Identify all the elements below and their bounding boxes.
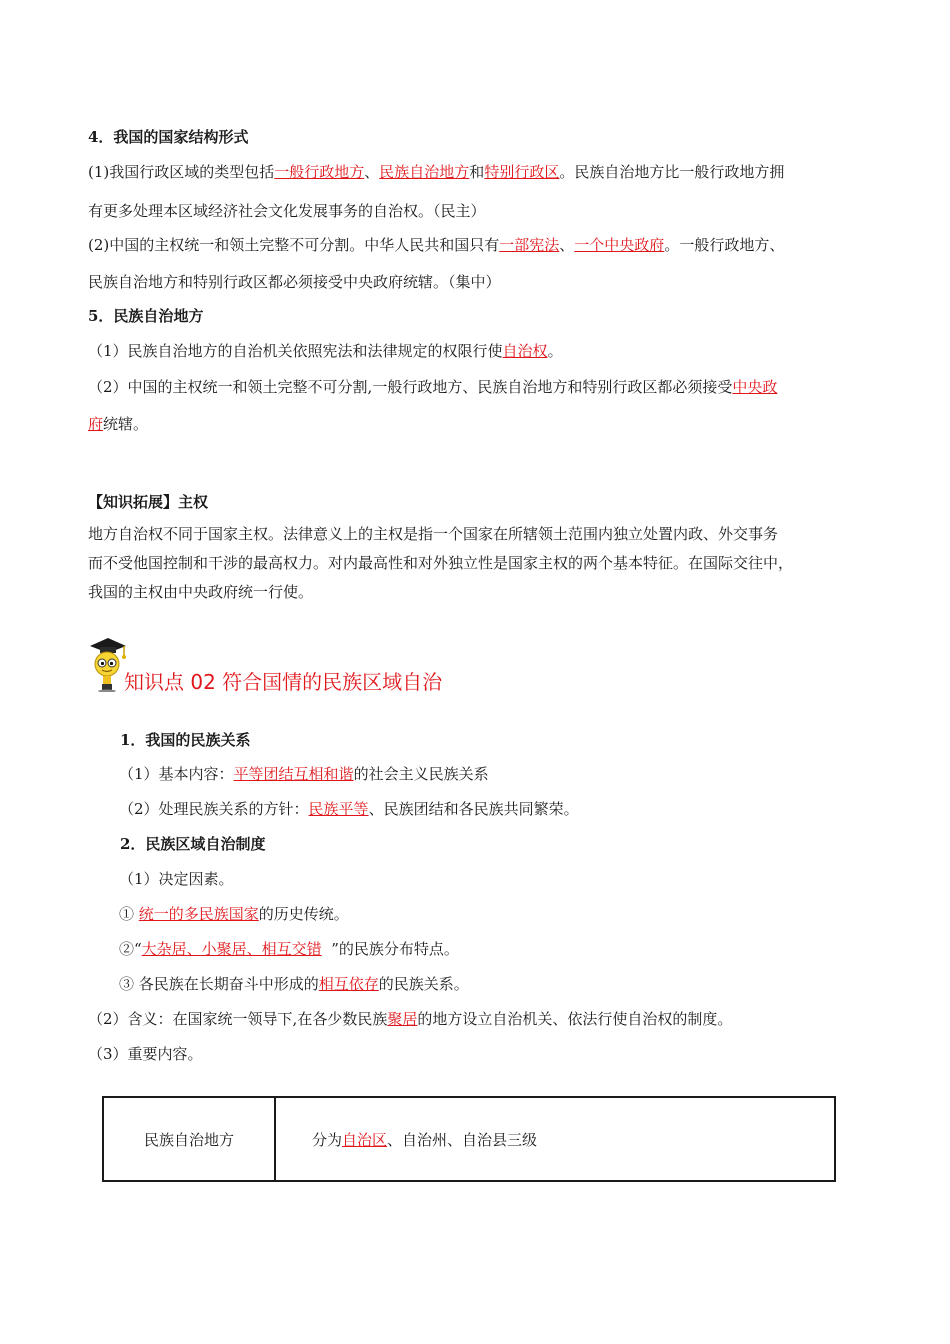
text: 的地方设立自治机关、依法行使自治权的制度。 (417, 1010, 733, 1028)
section-4-title: 4．我国的国家结构形式 (88, 128, 249, 146)
keyword: 特别行政区 (484, 163, 560, 181)
keyword: 相互依存 (318, 975, 379, 993)
text: 。一般行政地方、 (664, 236, 785, 254)
keyword: 聚居 (387, 1010, 418, 1028)
text: 的社会主义民族关系 (353, 765, 489, 783)
keyword: 自治区 (342, 1130, 388, 1149)
text: 。 (547, 342, 563, 360)
knowledge-point-title: 知识点 02 符合国情的民族区域自治 (124, 670, 443, 694)
section-4-para-2-line-1 (88, 235, 784, 255)
extension-line-3: 我国的主权由中央政府统一行使。 (88, 583, 314, 601)
text: （1）基本内容： (119, 765, 234, 783)
text: （2）处理民族关系的方针： (119, 800, 309, 818)
section-5-para-2-line-1 (88, 377, 777, 397)
autonomy-item-1 (119, 904, 349, 924)
extension-line-2: 而不受他国控制和干涉的最高权力。对内最高性和对外独立性是国家主权的两个基本特征。在国际交往中， (88, 554, 794, 572)
extension-title: 【知识拓展】主权 (88, 493, 209, 511)
autonomy-para-1: （1）决定因素。 (119, 870, 234, 888)
table-cell-content (275, 1097, 835, 1181)
keyword: 一部宪法 (499, 236, 560, 254)
text: ③ 各民族在长期奋斗中形成的 (119, 975, 319, 993)
text: 、民族团结和各民族共同繁荣。 (368, 800, 579, 818)
keyword: 统一的多民族国家 (138, 905, 259, 923)
text: ”的民族分布特点。 (321, 940, 459, 958)
extension-line-1: 地方自治权不同于国家主权。法律意义上的主权是指一个国家在所辖领土范围内独立处置内政、外交事务 (88, 525, 779, 543)
text: ① (119, 905, 139, 923)
text: 和 (469, 163, 485, 181)
text: (1)我国行政区域的类型包括 (88, 163, 275, 181)
keyword: 自治权 (502, 342, 548, 360)
text: (2)中国的主权统一和领土完整不可分割。中华人民共和国只有 (88, 236, 500, 254)
text: 统辖。 (103, 415, 149, 433)
table-row (103, 1097, 835, 1181)
keyword: 中央政 (732, 378, 778, 396)
section-4-para-1-line-1 (88, 162, 784, 182)
text: 的民族关系。 (378, 975, 469, 993)
text: 、自治州、自治县三级 (387, 1130, 538, 1149)
table-cell-label: 民族自治地方 (103, 1097, 275, 1181)
keyword: 大杂居、小聚居、相互交错 (141, 940, 322, 958)
keyword: 府 (88, 415, 104, 433)
relations-title: 1．我国的民族关系 (120, 731, 251, 749)
content-table (102, 1096, 836, 1182)
section-4-para-1-line-2: 有更多处理本区域经济社会文化发展事务的自治权。（民主） (88, 202, 486, 220)
autonomy-para-2 (88, 1009, 732, 1029)
student-mascot-icon (86, 636, 128, 692)
text: （2）中国的主权统一和领土完整不可分割,一般行政地方、民族自治地方和特别行政区都必须接受 (88, 378, 733, 396)
relations-para-2 (119, 799, 579, 819)
section-5-para-1 (88, 341, 563, 361)
autonomy-item-3 (119, 974, 469, 994)
keyword: 一个中央政府 (574, 236, 665, 254)
keyword: 平等团结互相和谐 (233, 765, 354, 783)
section-5-para-2-line-2 (88, 414, 148, 434)
text: 分为 (312, 1130, 343, 1149)
autonomy-item-2 (119, 939, 459, 959)
text: 的历史传统。 (258, 905, 349, 923)
autonomy-para-3: （3）重要内容。 (88, 1045, 203, 1063)
text: （1）民族自治地方的自治机关依照宪法和法律规定的权限行使 (88, 342, 503, 360)
text: 、 (559, 236, 575, 254)
text: 、 (364, 163, 380, 181)
knowledge-point-heading (86, 636, 586, 692)
keyword: 民族自治地方 (379, 163, 470, 181)
text: ②“ (119, 940, 142, 958)
autonomy-title: 2．民族区域自治制度 (120, 835, 266, 853)
section-4-para-2-line-2: 民族自治地方和特别行政区都必须接受中央政府统辖。（集中） (88, 273, 501, 291)
text: （2）含义：在国家统一领导下,在各少数民族 (88, 1010, 388, 1028)
keyword: 民族平等 (308, 800, 369, 818)
relations-para-1 (119, 764, 489, 784)
section-5-title: 5．民族自治地方 (88, 307, 204, 325)
keyword: 一般行政地方 (274, 163, 365, 181)
text: 。民族自治地方比一般行政地方拥 (559, 163, 785, 181)
